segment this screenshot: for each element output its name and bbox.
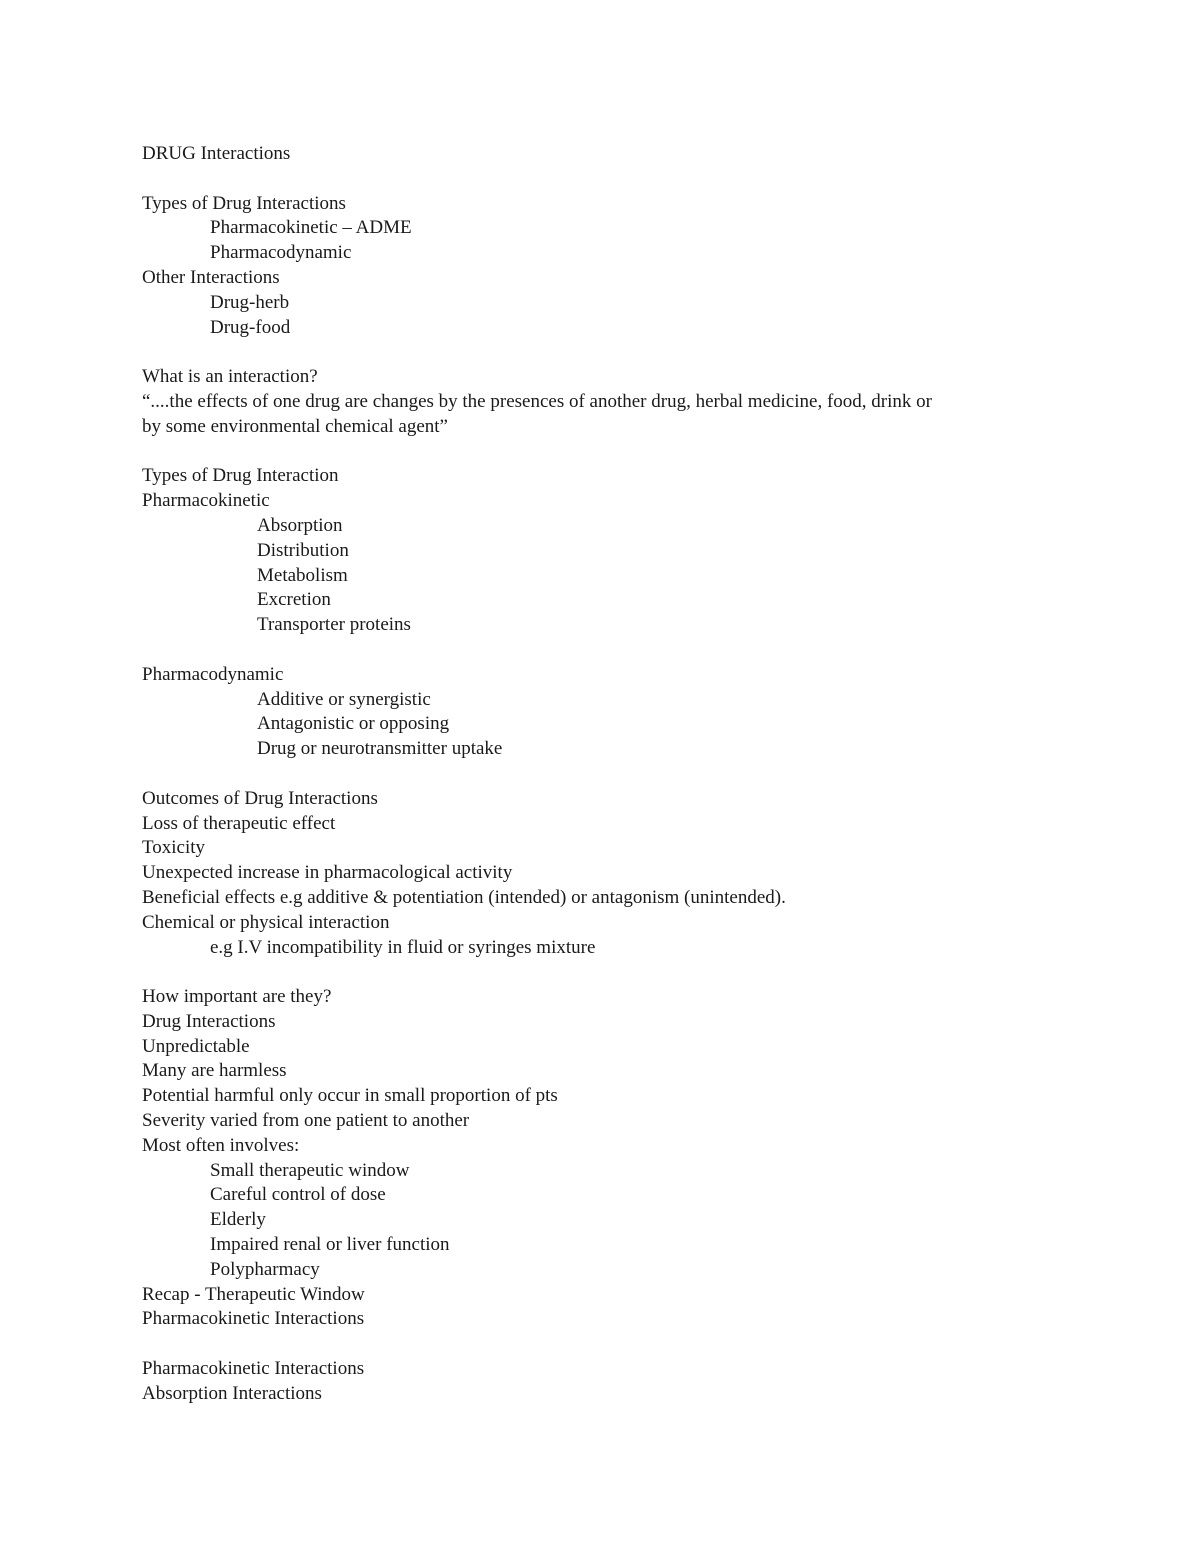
text-line: Drug or neurotransmitter uptake bbox=[257, 738, 503, 760]
text-line: Pharmacokinetic – ADME bbox=[210, 217, 412, 239]
text-line: e.g I.V incompatibility in fluid or syringes mixture bbox=[210, 936, 596, 958]
text-line: Unexpected increase in pharmacological activity bbox=[142, 862, 513, 884]
text-line: Outcomes of Drug Interactions bbox=[142, 787, 378, 809]
text-line: Additive or synergistic bbox=[257, 688, 431, 710]
text-line: Pharmacokinetic bbox=[142, 490, 270, 512]
text-line: by some environmental chemical agent” bbox=[142, 415, 448, 437]
text-line: Recap - Therapeutic Window bbox=[142, 1283, 365, 1305]
text-line: Pharmacokinetic Interactions bbox=[142, 1308, 365, 1330]
text-line: Other Interactions bbox=[142, 266, 280, 288]
text-line: Elderly bbox=[210, 1209, 266, 1231]
text-line: Loss of therapeutic effect bbox=[142, 812, 336, 834]
text-line: Unpredictable bbox=[142, 1035, 250, 1057]
text-line: Distribution bbox=[257, 539, 349, 561]
text-line: Careful control of dose bbox=[210, 1184, 386, 1206]
text-line: Excretion bbox=[257, 589, 331, 611]
text-line: Metabolism bbox=[257, 564, 348, 586]
blank-line bbox=[142, 762, 1062, 787]
text-line: Types of Drug Interactions bbox=[142, 192, 346, 214]
text-line: Drug-herb bbox=[210, 291, 290, 313]
text-line: Most often involves: bbox=[142, 1134, 300, 1156]
text-line: Antagonistic or opposing bbox=[257, 713, 450, 735]
text-line: Drug-food bbox=[210, 316, 291, 338]
text-line: How important are they? bbox=[142, 986, 332, 1008]
text-line: Pharmacodynamic bbox=[142, 663, 284, 685]
blank-line bbox=[142, 638, 1062, 663]
text-line: Toxicity bbox=[142, 837, 206, 859]
text-line: “....the effects of one drug are changes by the presences of another drug, herbal medicine, food, drink or bbox=[142, 390, 932, 412]
text-line: Pharmacokinetic Interactions bbox=[142, 1358, 365, 1380]
blank-line bbox=[142, 440, 1062, 465]
blank-line bbox=[142, 1332, 1062, 1357]
blank-line bbox=[142, 960, 1062, 985]
text-line: Absorption Interactions bbox=[142, 1382, 322, 1404]
text-line: Polypharmacy bbox=[210, 1258, 320, 1280]
text-line: Many are harmless bbox=[142, 1060, 287, 1082]
text-line: Impaired renal or liver function bbox=[210, 1234, 450, 1256]
text-line: Chemical or physical interaction bbox=[142, 911, 390, 933]
document-body bbox=[142, 142, 1062, 1407]
blank-line bbox=[142, 340, 1062, 365]
blank-line bbox=[142, 167, 1062, 192]
text-line: Types of Drug Interaction bbox=[142, 465, 339, 487]
text-line: DRUG Interactions bbox=[142, 143, 291, 164]
text-line: Pharmacodynamic bbox=[210, 242, 352, 264]
text-line: Beneficial effects e.g additive & potentiation (intended) or antagonism (unintended). bbox=[142, 886, 786, 908]
text-line: Drug Interactions bbox=[142, 1010, 276, 1032]
text-line: What is an interaction? bbox=[142, 366, 318, 388]
text-line: Severity varied from one patient to another bbox=[142, 1110, 470, 1132]
text-line: Potential harmful only occur in small proportion of pts bbox=[142, 1085, 558, 1107]
text-line: Transporter proteins bbox=[257, 614, 411, 636]
text-line: Absorption bbox=[257, 514, 343, 536]
text-line: Small therapeutic window bbox=[210, 1159, 410, 1181]
